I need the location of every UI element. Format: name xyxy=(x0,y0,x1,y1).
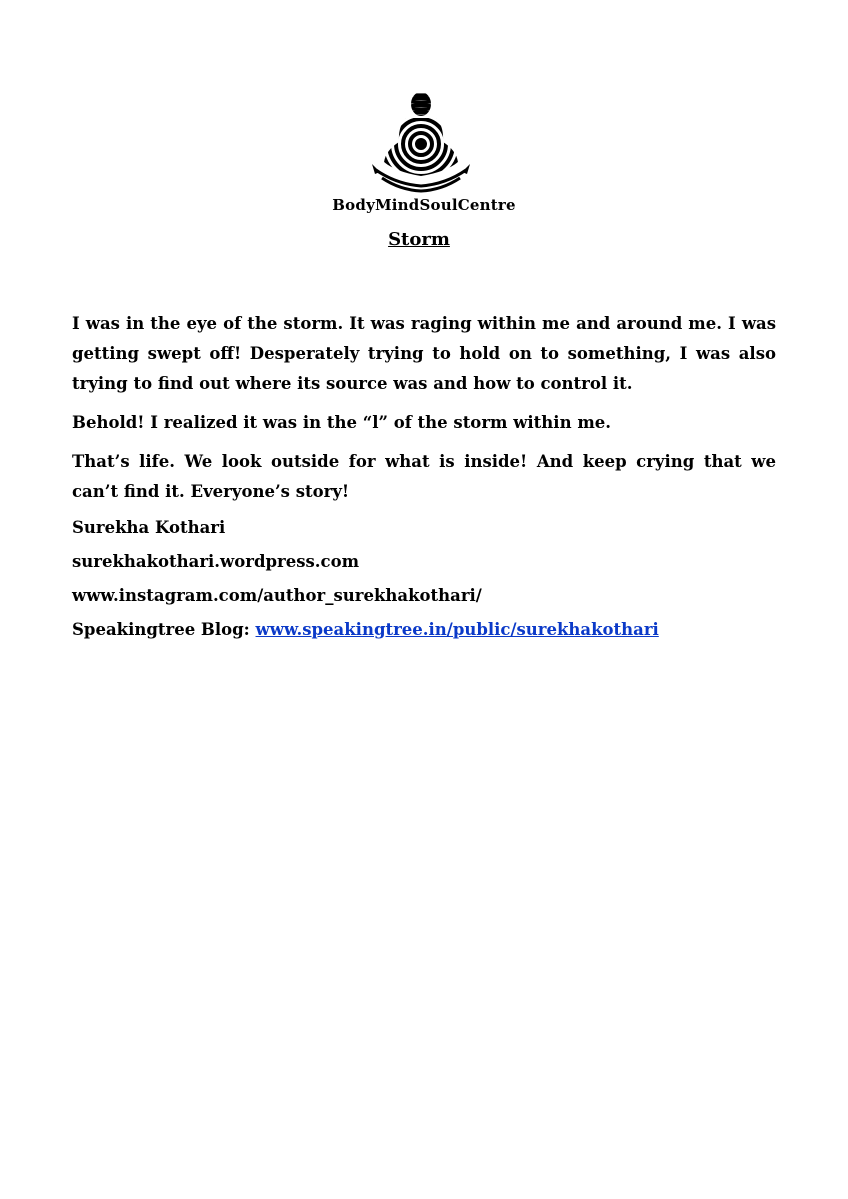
organization-name: BodyMindSoulCentre xyxy=(332,196,516,214)
blog-label: Speakingtree Blog: xyxy=(72,620,256,639)
instagram-address: www.instagram.com/author_surekhakothari/ xyxy=(72,586,482,605)
wordpress-address: surekhakothari.wordpress.com xyxy=(72,552,360,571)
signature-block xyxy=(72,516,776,642)
paragraph-1: I was in the eye of the storm. It was raging within me and around me. I was getting swept off! Desperately trying to hold on to something, I was also trying to find out where its source was and how to control it. xyxy=(72,314,776,393)
meditating-figure-logo-icon xyxy=(366,92,476,196)
blog-line xyxy=(72,618,776,642)
author-name: Surekha Kothari xyxy=(72,518,226,537)
paragraph-2: Behold! I realized it was in the “l” of the storm within me. xyxy=(72,413,612,432)
blog-link[interactable]: www.speakingtree.in/public/surekhakothari xyxy=(255,620,659,639)
article-body xyxy=(72,309,776,652)
paragraph-3: That’s life. We look outside for what is inside! And keep crying that we can’t find it. Everyone’s story! xyxy=(72,452,776,501)
page-title: Storm xyxy=(388,229,450,250)
